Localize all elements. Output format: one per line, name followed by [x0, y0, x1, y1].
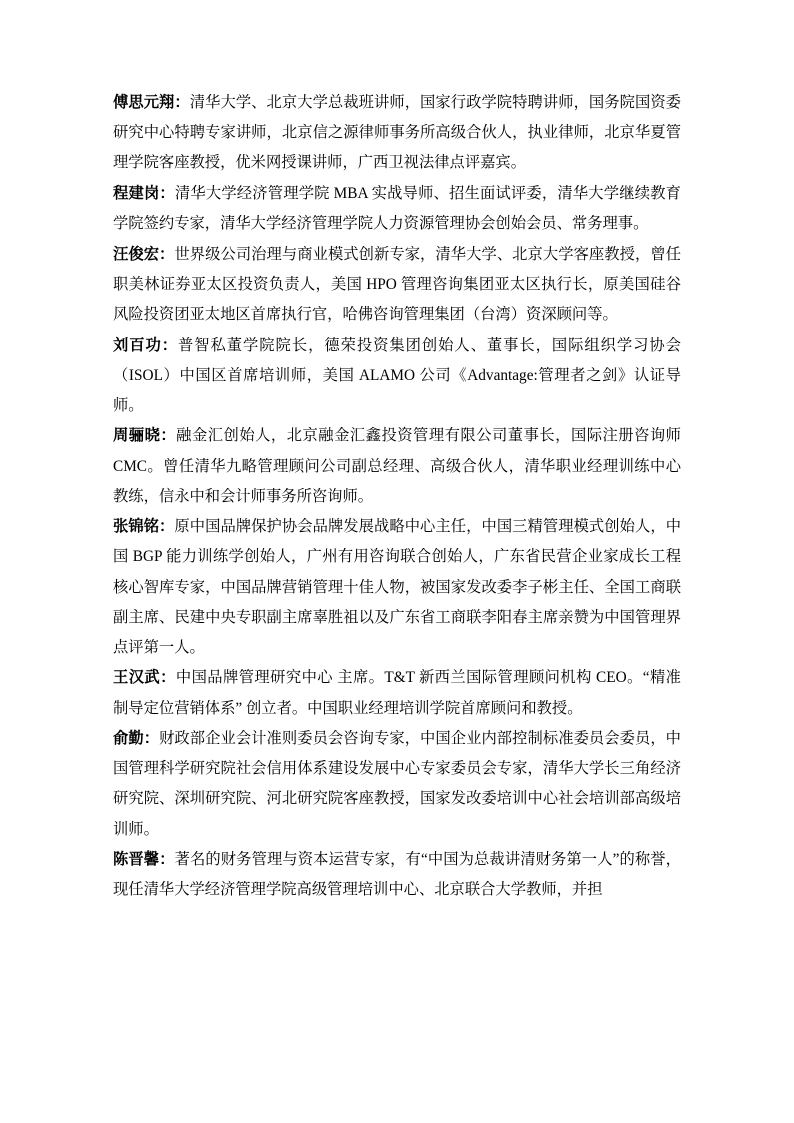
bio-entry: [113, 421, 681, 511]
person-description: 原中国品牌保护协会品牌发展战略中心主任，中国三精管理模式创始人，中国 BGP 能力训练学创始人，广州有用咨询联合创始人，广东省民营企业家成长工程核心智库专家，中国品牌营销管理十佳人物，被国家发改委李子彬主任、全国工商联副主席、民建中央专职副主席辜胜祖以及广东省工商联李阳春主席亲赞为中国管理界点评第一人。: [113, 518, 681, 656]
person-name: 傅思元翔：: [113, 94, 190, 111]
person-name: 王汉武：: [113, 669, 176, 687]
person-name: 程建岗：: [113, 184, 175, 202]
person-description: 财政部企业会计准则委员会咨询专家，中国企业内部控制标准委员会委员，中国管理科学研究院社会信用体系建设发展中心专家委员会专家，清华大学长三角经济研究院、深圳研究院、河北研究院客座教授，国家发改委培训中心社会培训部高级培训师。: [113, 730, 681, 838]
bio-entry: [113, 663, 681, 723]
bio-entry: [113, 88, 681, 178]
person-name: 刘百功：: [113, 336, 179, 354]
person-name: 张锦铭：: [113, 518, 175, 536]
person-name: 俞勤：: [113, 730, 160, 748]
bio-entry: [113, 240, 681, 330]
person-description: 普智私董学院院长，德荣投资集团创始人、董事长，国际组织学习协会（ISOL）中国区首席培训师，美国 ALAMO 公司《Advantage:管理者之剑》认证导师。: [113, 336, 681, 414]
person-name: 陈晋馨：: [113, 851, 175, 869]
person-description: 中国品牌管理研究中心 主席。T&T 新西兰国际管理顾问机构 CEO。“精准制导定位营销体系” 创立者。中国职业经理培训学院首席顾问和教授。: [113, 669, 681, 717]
bio-entry: [113, 512, 681, 663]
bio-entry: [113, 845, 681, 905]
person-name: 汪俊宏：: [113, 245, 175, 263]
bio-entry: [113, 724, 681, 845]
person-name: 周骊晓：: [113, 427, 177, 445]
person-description: 著名的财务管理与资本运营专家，有“中国为总裁讲清财务第一人”的称誉，现任清华大学经济管理学院高级管理培训中心、北京联合大学教师，并担: [113, 851, 681, 899]
bio-entry: [113, 331, 681, 421]
person-description: 清华大学经济管理学院 MBA 实战导师、招生面试评委，清华大学继续教育学院签约专家，清华大学经济管理学院人力资源管理协会创始会员、常务理事。: [113, 184, 681, 232]
person-description: 融金汇创始人，北京融金汇鑫投资管理有限公司董事长，国际注册咨询师 CMC。曾任清华九略管理顾问公司副总经理、高级合伙人，清华职业经理训练中心教练，信永中和会计师事务所咨询师。: [113, 427, 681, 505]
document-body: [113, 88, 681, 905]
person-description: 世界级公司治理与商业模式创新专家，清华大学、北京大学客座教授，曾任职美林证券亚太区投资负责人，美国 HPO 管理咨询集团亚太区执行长，原美国硅谷风险投资团亚太地区首席执行官，哈佛咨询管理集团（台湾）资深顾问等。: [113, 245, 681, 323]
person-description: 清华大学、北京大学总裁班讲师，国家行政学院特聘讲师，国务院国资委研究中心特聘专家讲师，北京信之源律师事务所高级合伙人，执业律师，北京华夏管理学院客座教授，优米网授课讲师，广西卫视法律点评嘉宾。: [113, 94, 681, 172]
bio-entry: [113, 179, 681, 239]
